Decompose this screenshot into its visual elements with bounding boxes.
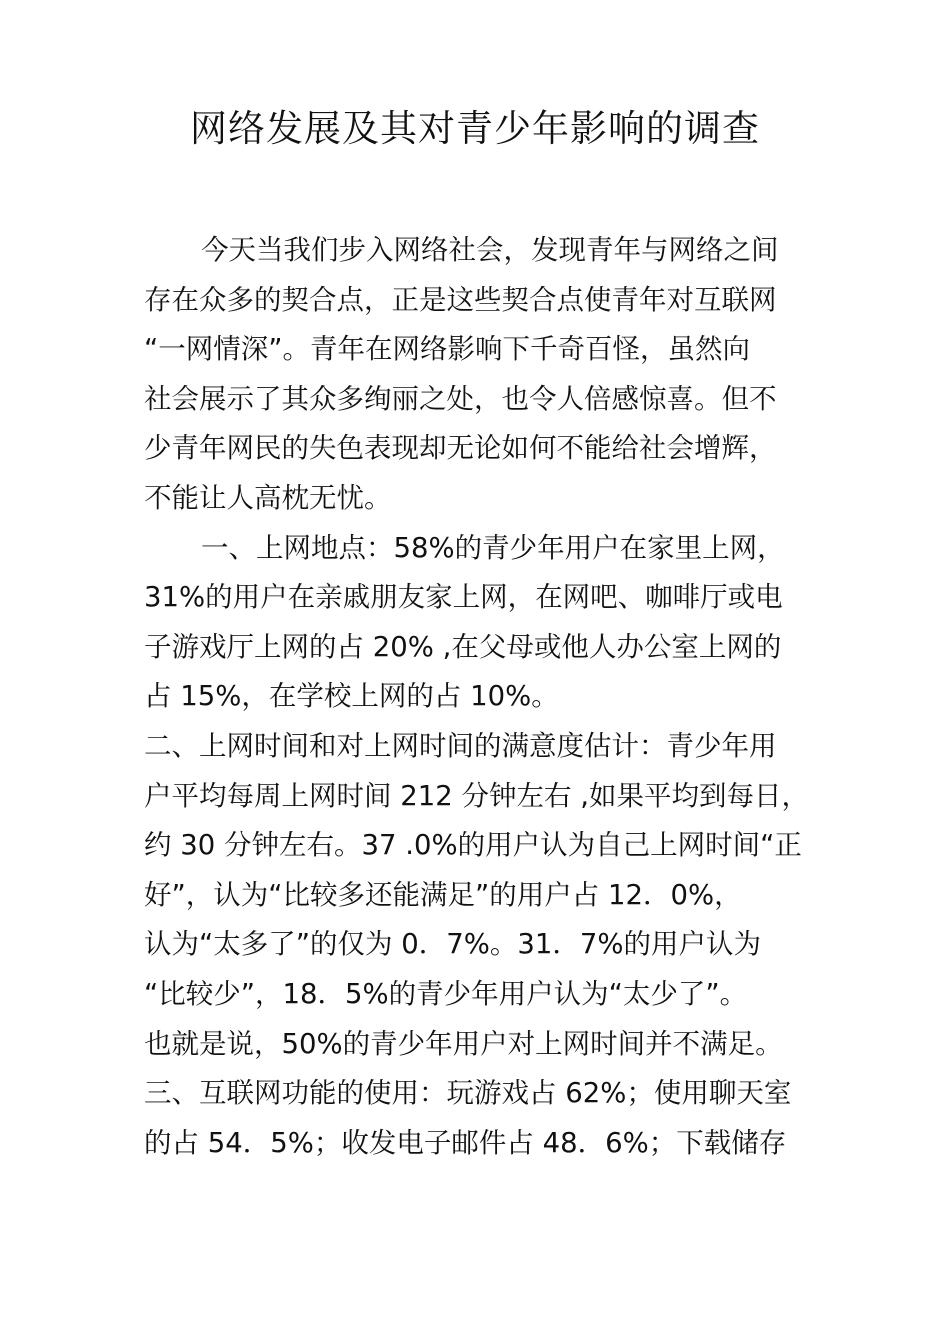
paragraph-line: 二、上网时间和对上网时间的满意度估计：青少年用 [144, 729, 777, 762]
paragraph-line: 三、互联网功能的使用：玩游戏占 62%；使用聊天室 [144, 1077, 792, 1110]
paragraph-line: 好”，认为“比较多还能满足”的用户占 12．0%， [144, 878, 742, 911]
paragraph-line: “一网情深”。青年在网络影响下千奇百怪，虽然向 [144, 333, 750, 366]
paragraph-line: 子游戏厅上网的占 20% ,在父母或他人办公室上网的 [144, 630, 782, 663]
paragraph-line: 少青年网民的失色表现却无论如何不能给社会增辉， [144, 432, 777, 465]
paragraph-line: 户平均每周上网时间 212 分钟左右 ,如果平均到每日， [144, 779, 809, 812]
paragraph-line: 社会展示了其众多绚丽之处，也令人倍感惊喜。但不 [144, 382, 777, 415]
paragraph-line: 占 15%，在学校上网的占 10%。 [144, 680, 559, 713]
paragraph-line: 今天当我们步入网络社会，发现青年与网络之间 [201, 234, 779, 266]
paragraph-line: 也就是说，50%的青少年用户对上网时间并不满足。 [144, 1027, 783, 1060]
paragraph-line: 31%的用户在亲戚朋友家上网，在网吧、咖啡厅或电 [144, 581, 783, 614]
paragraph-line: “比较少”，18．5%的青少年用户认为“太少了”。 [144, 977, 748, 1010]
document-body [144, 226, 824, 1168]
paragraph-line: 认为“太多了”的仅为 0．7%。31．7%的用户认为 [144, 928, 761, 961]
paragraph-line: 不能让人高枕无忧。 [144, 481, 392, 514]
paragraph-line: 一、上网地点：58%的青少年用户在家里上网， [201, 531, 785, 564]
paragraph-line: 的占 54．5%；收发电子邮件占 48．6%；下载储存 [144, 1126, 787, 1159]
document-title: 网络发展及其对青少年影响的调查 [190, 107, 760, 150]
paragraph-line: 存在众多的契合点，正是这些契合点使青年对互联网 [144, 283, 777, 316]
paragraph-line: 约 30 分钟左右。37 .0%的用户认为自己上网时间“正 [144, 829, 802, 862]
